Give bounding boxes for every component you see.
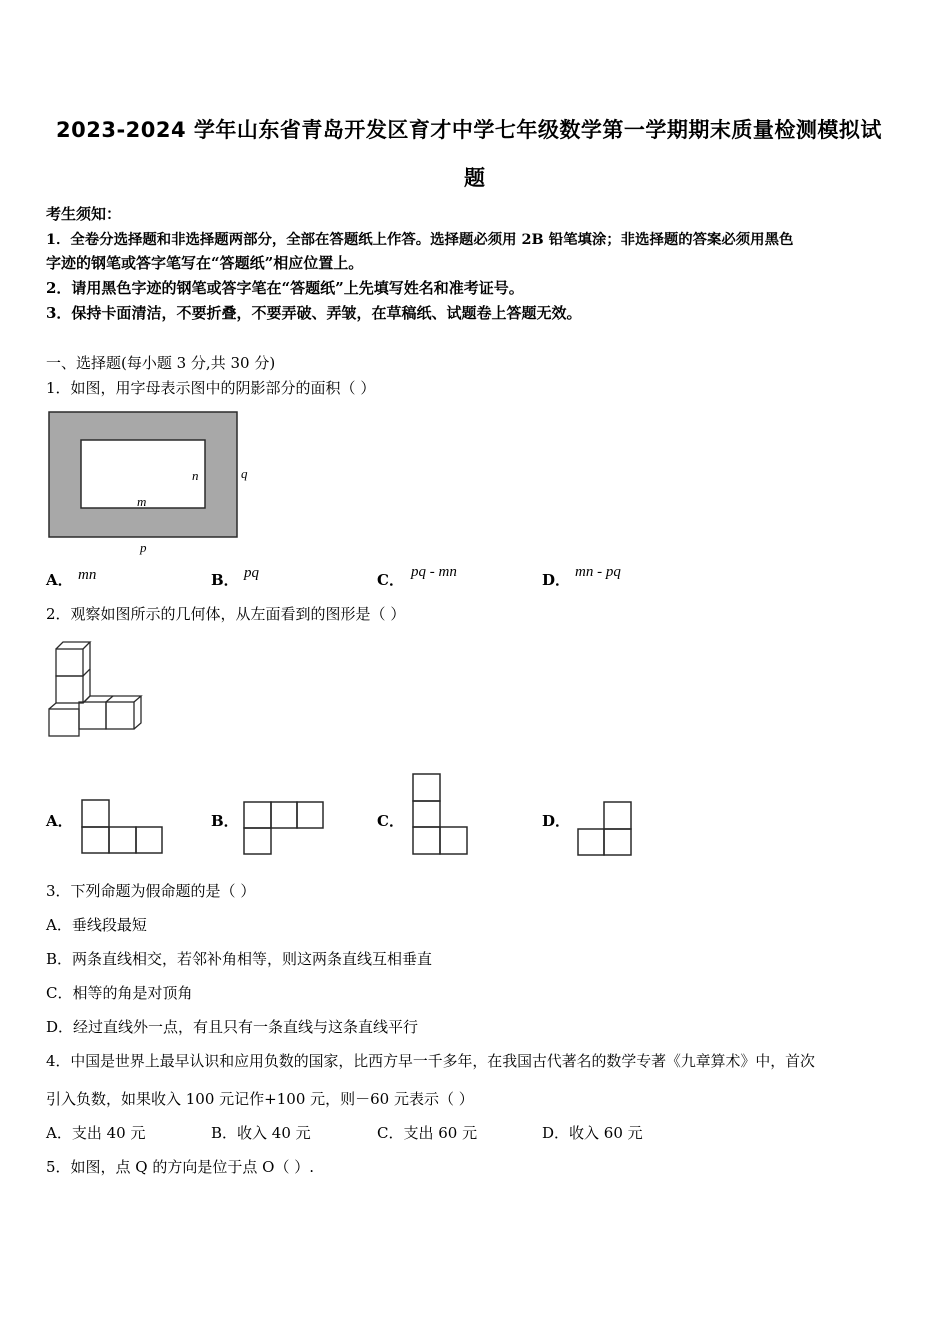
question-5-stem: 5．如图，点 Q 的方向是位于点 O（ ）. <box>46 1158 314 1176</box>
q1-option-a-text: mn <box>78 567 97 583</box>
q4-option-c[interactable]: C．支出 60 元 <box>377 1124 478 1142</box>
section-heading: 一、选择题(每小题 3 分,共 30 分) <box>46 354 276 372</box>
notice-heading: 考生须知： <box>46 205 122 223</box>
q1-option-a-label[interactable]: A． <box>46 571 73 589</box>
q1-option-c-label[interactable]: C． <box>377 571 404 589</box>
label-m: m <box>137 494 147 509</box>
q2-option-b-label[interactable]: B． <box>211 812 239 830</box>
question-2-solid-figure <box>46 640 156 740</box>
q1-option-b-text: pq <box>244 565 259 581</box>
q1-option-d-label[interactable]: D． <box>542 571 571 589</box>
label-p: p <box>140 540 147 555</box>
q1-option-b-label[interactable]: B． <box>211 571 239 589</box>
question-1-figure <box>46 410 266 560</box>
q1-option-c-text: pq - mn <box>411 564 457 580</box>
q4-option-b[interactable]: B．收入 40 元 <box>211 1124 311 1142</box>
label-q: q <box>241 466 248 481</box>
q2-option-c-figure <box>411 772 471 858</box>
label-n: n <box>192 468 199 483</box>
q4-option-d[interactable]: D．收入 60 元 <box>542 1124 643 1142</box>
q2-option-a-figure <box>80 798 165 856</box>
question-1-stem: 1．如图，用字母表示图中的阴影部分的面积（ ） <box>46 379 376 397</box>
q3-option-b[interactable]: B．两条直线相交，若邻补角相等，则这两条直线互相垂直 <box>46 950 433 968</box>
question-2-stem: 2．观察如图所示的几何体，从左面看到的图形是（ ） <box>46 605 406 623</box>
q1-option-d-text: mn - pq <box>575 564 621 580</box>
notice-item-1-cont: 字迹的钢笔或答字笔写在“答题纸”相应位置上。 <box>46 254 364 272</box>
page-title: 2023-2024 学年山东省青岛开发区育才中学七年级数学第一学期期末质量检测模拟试 <box>56 118 882 142</box>
q2-option-c-label[interactable]: C． <box>377 812 404 830</box>
q2-option-b-figure <box>242 800 326 858</box>
q3-option-a[interactable]: A．垂线段最短 <box>46 916 147 934</box>
q3-option-d[interactable]: D．经过直线外一点，有且只有一条直线与这条直线平行 <box>46 1018 419 1036</box>
page-title-continued: 题 <box>464 166 486 190</box>
question-4-stem: 4．中国是世界上最早认识和应用负数的国家，比西方早一千多年，在我国古代著名的数学专著《九章算术》中，首次 <box>46 1052 815 1070</box>
q4-option-a[interactable]: A．支出 40 元 <box>46 1124 146 1142</box>
question-4-stem-cont: 引入负数，如果收入 100 元记作+100 元，则－60 元表示（ ） <box>46 1090 474 1108</box>
q3-option-c[interactable]: C．相等的角是对顶角 <box>46 984 193 1002</box>
notice-item-2: 2．请用黑色字迹的钢笔或答字笔在“答题纸”上先填写姓名和准考证号。 <box>46 279 524 297</box>
notice-item-3: 3．保持卡面清洁，不要折叠，不要弄破、弄皱，在草稿纸、试题卷上答题无效。 <box>46 304 582 322</box>
q2-option-a-label[interactable]: A． <box>46 812 73 830</box>
q2-option-d-label[interactable]: D． <box>542 812 571 830</box>
question-3-stem: 3．下列命题为假命题的是（ ） <box>46 882 256 900</box>
q2-option-d-figure <box>576 800 636 858</box>
notice-item-1: 1．全卷分选择题和非选择题两部分，全部在答题纸上作答。选择题必须用 2B 铅笔填涂；非选择题的答案必须用黑色 <box>46 231 794 248</box>
